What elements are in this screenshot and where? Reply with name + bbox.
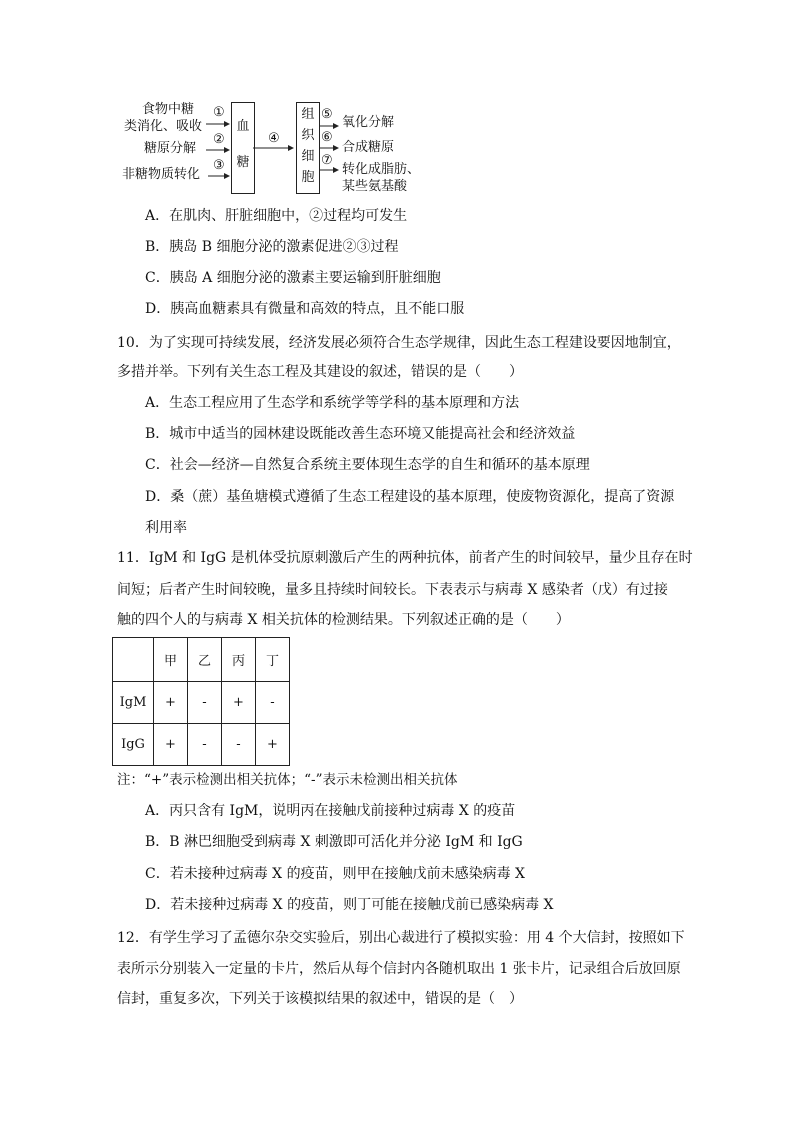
q11-option-b: B．B 淋巴细胞受到病毒 X 刺激即可活化并分泌 IgM 和 IgG: [145, 834, 523, 850]
step-5-label: ⑤: [321, 107, 333, 122]
table-cell: IgG: [113, 724, 154, 766]
step-1-label: ①: [213, 105, 225, 120]
table-header-cell: 甲: [154, 638, 188, 682]
blood-sugar-diagram: [110, 100, 430, 200]
table-header-cell: 丁: [256, 638, 290, 682]
table-header-cell: 乙: [188, 638, 222, 682]
q10-option-d-cont: 利用率: [145, 520, 187, 536]
table-row: [113, 682, 290, 724]
q9-option-c: C．胰岛 A 细胞分泌的激素主要运输到肝脏细胞: [145, 270, 441, 286]
table-header-cell: [113, 638, 154, 682]
q11-stem-line-3: 触的四个人的与病毒 X 相关抗体的检测结果。下列叙述正确的是（ ）: [117, 612, 570, 628]
q12-stem-line-1: 12．有学生学习了孟德尔杂交实验后，别出心裁进行了模拟实验：用 4 个大信封，按照如下: [117, 930, 685, 946]
q12-stem-line-3: 信封，重复多次，下列关于该模拟结果的叙述中，错误的是（ ）: [117, 991, 523, 1007]
table-cell: -: [256, 682, 290, 724]
table-cell: -: [188, 682, 222, 724]
table-cell: +: [154, 682, 188, 724]
input-label-digestion: 类消化、吸收: [124, 119, 203, 134]
q10-option-d: D．桑（蔗）基鱼塘模式遵循了生态工程建设的基本原理，使废物资源化，提高了资源: [145, 489, 675, 505]
table-cell: -: [222, 724, 256, 766]
table-row: [113, 724, 290, 766]
table-cell: +: [256, 724, 290, 766]
tissue-cell-char-3: 细: [301, 149, 315, 164]
q10-option-c: C．社会—经济—自然复合系统主要体现生态学的自生和循环的基本原理: [145, 457, 590, 473]
table-cell: IgM: [113, 682, 154, 724]
q10-option-a: A．生态工程应用了生态学和系统学等学科的基本原理和方法: [145, 395, 520, 411]
q11-stem-line-1: 11．IgM 和 IgG 是机体受抗原刺激后产生的两种抗体，前者产生的时间较早，量少且存在时: [117, 550, 693, 566]
q10-option-b: B．城市中适当的园林建设既能改善生态环境又能提高社会和经济效益: [145, 426, 576, 442]
input-label-food-sugar: 食物中糖: [142, 102, 195, 117]
q9-option-d: D．胰高血糖素具有微量和高效的特点，且不能口服: [145, 301, 465, 317]
table-header-row: [113, 638, 290, 682]
tissue-cell-char-4: 胞: [301, 170, 315, 185]
output-oxidation: 氧化分解: [342, 115, 395, 130]
blood-sugar-char-1: 血: [236, 119, 250, 134]
tissue-cell-char-1: 组: [301, 107, 315, 122]
blood-sugar-char-2: 糖: [236, 155, 250, 170]
q11-option-c: C．若未接种过病毒 X 的疫苗，则甲在接触戊前未感染病毒 X: [145, 866, 525, 882]
input-label-non-sugar-conversion: 非糖物质转化: [122, 167, 201, 182]
q12-stem-line-2: 表所示分别装入一定量的卡片，然后从每个信封内各随机取出 1 张卡片，记录组合后放回原: [117, 961, 681, 977]
q10-stem-line-1: 10．为了实现可持续发展，经济发展必须符合生态学规律，因此生态工程建设要因地制宜，: [117, 335, 681, 351]
q9-option-a: A．在肌肉、肝脏细胞中，②过程均可发生: [145, 208, 408, 224]
table-cell: -: [188, 724, 222, 766]
output-fat-conversion: 转化成脂肪、: [342, 162, 421, 177]
step-7-label: ⑦: [321, 153, 333, 168]
q11-option-a: A．丙只含有 IgM，说明丙在接触戊前接种过病毒 X 的疫苗: [145, 803, 516, 819]
table-header-cell: 丙: [222, 638, 256, 682]
tissue-cell-char-2: 织: [301, 128, 315, 143]
antibody-table: [112, 637, 290, 766]
output-amino-acids: 某些氨基酸: [342, 179, 408, 194]
step-2-label: ②: [213, 132, 225, 147]
input-label-glycogen-breakdown: 糖原分解: [144, 141, 197, 156]
q11-option-d: D．若未接种过病毒 X 的疫苗，则丁可能在接触戊前已感染病毒 X: [145, 897, 554, 913]
output-glycogen-synthesis: 合成糖原: [342, 140, 395, 155]
step-4-label: ④: [268, 131, 280, 146]
q9-option-b: B．胰岛 B 细胞分泌的激素促进②③过程: [145, 239, 399, 255]
table-cell: +: [222, 682, 256, 724]
q10-stem-line-2: 多措并举。下列有关生态工程及其建设的叙述，错误的是（ ）: [117, 364, 523, 380]
q11-table-note: 注：“+”表示检测出相关抗体；“-”表示未检测出相关抗体: [117, 772, 458, 788]
q11-stem-line-2: 间短；后者产生时间较晚，量多且持续时间较长。下表表示与病毒 X 感染者（戊）有过接: [117, 582, 668, 598]
table-cell: +: [154, 724, 188, 766]
step-3-label: ③: [213, 158, 225, 173]
step-6-label: ⑥: [321, 130, 333, 145]
